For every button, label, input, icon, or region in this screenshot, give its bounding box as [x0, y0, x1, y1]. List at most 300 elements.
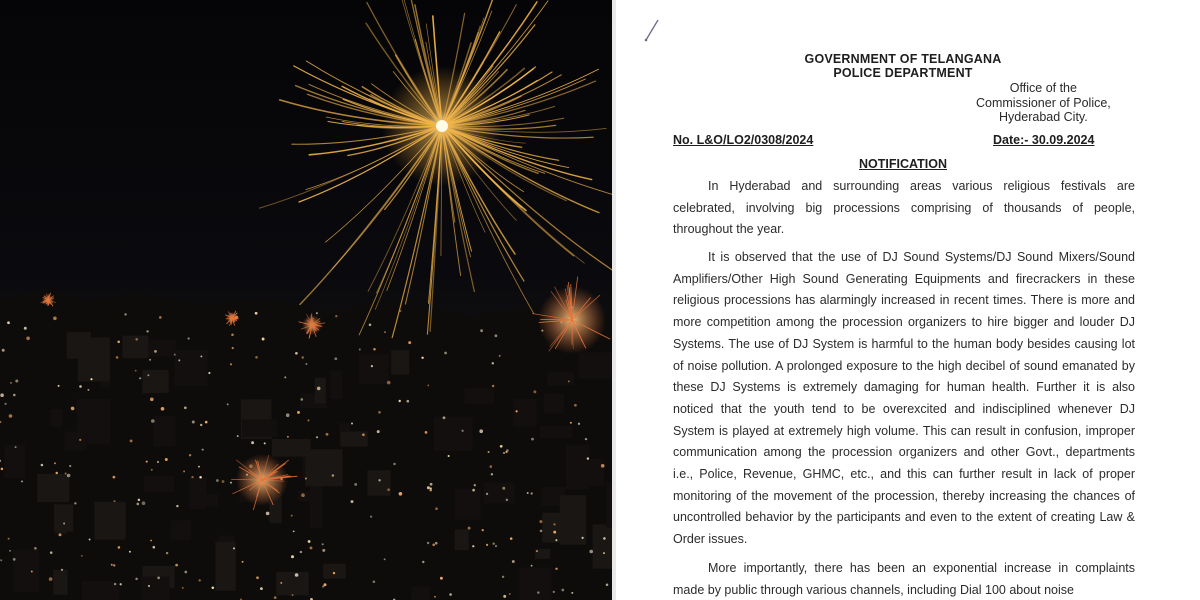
city-light: [479, 429, 483, 433]
building: [64, 431, 86, 450]
city-light: [255, 312, 258, 315]
city-light: [136, 503, 139, 506]
city-light: [200, 355, 202, 357]
city-light: [495, 334, 498, 337]
building: [82, 581, 114, 600]
building: [547, 372, 574, 385]
city-light: [377, 430, 380, 433]
city-light: [333, 572, 335, 574]
city-light: [432, 543, 435, 546]
city-light: [292, 594, 294, 596]
city-light: [399, 492, 403, 496]
city-light: [135, 338, 138, 341]
building: [331, 371, 343, 400]
city-light: [151, 469, 153, 471]
building: [359, 354, 389, 384]
city-light: [67, 474, 71, 478]
city-light: [280, 582, 282, 584]
city-light: [216, 479, 219, 482]
city-light: [266, 512, 270, 516]
city-light: [574, 404, 577, 407]
building: [464, 388, 494, 403]
city-light: [316, 312, 318, 314]
building: [566, 445, 590, 490]
city-light: [55, 472, 57, 474]
building: [78, 338, 110, 382]
city-light: [50, 551, 53, 554]
city-light: [63, 523, 65, 525]
building: [53, 570, 67, 595]
city-light: [222, 480, 225, 483]
city-light: [531, 438, 534, 441]
city-light: [488, 451, 490, 453]
department-header: POLICE DEPARTMENT: [833, 66, 973, 80]
city-light: [480, 329, 483, 332]
city-light: [146, 461, 148, 463]
city-light: [71, 407, 75, 411]
police-notification-document: [616, 0, 1200, 600]
city-light: [378, 411, 381, 414]
city-light: [421, 357, 423, 359]
building: [305, 449, 342, 486]
city-light: [468, 527, 471, 530]
city-light: [384, 558, 386, 560]
building: [153, 416, 175, 446]
city-light: [58, 385, 60, 387]
city-light: [21, 480, 23, 482]
building: [141, 577, 170, 600]
city-light: [335, 315, 337, 317]
city-light: [422, 561, 424, 563]
city-light: [118, 546, 121, 549]
city-light: [540, 530, 543, 533]
city-light: [191, 476, 193, 478]
city-light: [242, 561, 244, 563]
city-light: [505, 451, 507, 453]
city-light: [531, 565, 533, 567]
city-light: [10, 382, 12, 384]
city-light: [443, 416, 446, 419]
city-light: [31, 571, 33, 573]
city-light: [371, 365, 373, 367]
city-light: [537, 591, 539, 593]
city-light: [582, 537, 584, 539]
city-light: [182, 587, 184, 589]
city-light: [444, 352, 447, 355]
city-light: [139, 377, 141, 379]
city-light: [492, 542, 494, 544]
city-light: [502, 487, 505, 490]
city-skyline: [0, 290, 612, 600]
city-light: [571, 592, 573, 594]
building: [190, 494, 219, 507]
city-light: [301, 493, 305, 497]
city-light: [601, 464, 605, 468]
city-light: [516, 410, 518, 412]
city-light: [486, 544, 488, 546]
city-light: [284, 376, 286, 378]
city-light: [491, 473, 493, 475]
city-light: [49, 577, 53, 581]
building: [215, 542, 235, 591]
city-light: [233, 547, 235, 549]
city-light: [427, 384, 429, 386]
city-light: [153, 546, 156, 549]
building: [455, 489, 481, 520]
building: [51, 409, 63, 427]
city-light: [230, 363, 232, 365]
city-light: [440, 577, 443, 580]
city-light: [503, 452, 505, 454]
city-light: [351, 500, 354, 503]
office-line: Commissioner of Police,: [976, 95, 1111, 110]
building: [54, 504, 73, 531]
city-light: [291, 555, 294, 558]
city-light: [260, 587, 263, 590]
city-light: [527, 492, 529, 494]
notification-title: NOTIFICATION: [859, 157, 947, 171]
city-light: [334, 357, 337, 360]
building: [171, 520, 191, 539]
city-light: [295, 352, 298, 355]
building: [579, 352, 612, 379]
city-light: [26, 337, 30, 341]
city-light: [408, 341, 411, 344]
city-light: [489, 465, 492, 468]
city-light: [13, 558, 16, 561]
city-light: [359, 349, 361, 351]
city-light: [370, 515, 372, 517]
city-light: [510, 537, 513, 540]
city-light: [486, 493, 488, 495]
city-light: [305, 363, 307, 365]
city-light: [305, 477, 307, 479]
city-light: [146, 330, 148, 332]
city-light: [237, 435, 239, 437]
paragraph-3: More importantly, there has been an exponential increase in complaints made by public through various channels, including Dial 100 about noise: [673, 561, 1135, 597]
city-light: [448, 455, 450, 457]
city-light: [202, 449, 204, 451]
city-light: [149, 359, 151, 361]
city-light: [308, 540, 311, 543]
city-light: [435, 542, 438, 545]
city-light: [531, 492, 533, 494]
city-light: [208, 372, 210, 374]
city-light: [555, 539, 557, 541]
building: [95, 502, 126, 540]
city-light: [434, 596, 436, 598]
city-light: [157, 461, 159, 463]
building: [37, 474, 69, 502]
city-light: [1, 468, 4, 471]
city-light: [24, 327, 27, 330]
city-light: [176, 505, 178, 507]
city-light: [585, 438, 587, 440]
city-light: [130, 440, 133, 443]
city-light: [15, 446, 17, 448]
building: [272, 439, 311, 457]
city-light: [89, 539, 91, 541]
city-light: [7, 321, 10, 324]
city-light: [373, 580, 376, 583]
city-light: [300, 551, 302, 553]
building: [13, 549, 39, 592]
city-light: [166, 552, 168, 554]
city-light: [54, 462, 56, 464]
city-light: [427, 486, 430, 489]
office-line: Office of the: [1009, 81, 1077, 95]
city-light: [492, 385, 495, 388]
city-light: [570, 422, 572, 424]
city-light: [150, 540, 152, 542]
city-light: [503, 595, 506, 598]
city-light: [142, 501, 146, 505]
city-light: [553, 531, 556, 534]
city-light: [427, 542, 429, 544]
building: [544, 393, 564, 413]
city-light: [9, 414, 13, 418]
city-light: [148, 585, 150, 587]
city-light: [113, 564, 115, 566]
city-light: [326, 433, 329, 436]
city-light: [472, 489, 475, 492]
city-light: [34, 547, 37, 550]
city-light: [354, 483, 357, 486]
city-light: [189, 454, 191, 456]
city-light: [539, 520, 542, 523]
city-light: [151, 419, 155, 423]
city-light: [175, 564, 178, 567]
city-light: [147, 374, 149, 376]
city-light: [300, 398, 303, 401]
city-light: [65, 472, 67, 474]
city-light: [482, 529, 484, 531]
city-light: [184, 406, 187, 409]
city-light: [205, 421, 208, 424]
city-light: [227, 403, 229, 405]
city-light: [135, 578, 138, 581]
city-light: [324, 583, 327, 586]
city-light: [430, 487, 432, 489]
building: [593, 524, 612, 568]
city-light: [4, 403, 6, 405]
city-light: [200, 424, 202, 426]
city-light: [138, 499, 141, 502]
city-light: [8, 538, 10, 540]
city-light: [307, 419, 309, 421]
city-light: [124, 313, 126, 315]
city-light: [174, 354, 176, 356]
city-light: [113, 476, 116, 479]
building: [411, 586, 429, 600]
city-light: [231, 334, 234, 337]
building: [391, 350, 409, 374]
city-light: [262, 338, 265, 341]
city-light: [255, 356, 258, 359]
city-light: [150, 398, 154, 402]
city-light: [393, 463, 395, 465]
city-light: [198, 466, 200, 468]
city-light: [0, 393, 4, 397]
city-light: [603, 552, 605, 554]
city-light: [425, 431, 428, 434]
city-light: [553, 523, 555, 525]
city-light: [251, 441, 254, 444]
city-light: [399, 400, 401, 402]
city-light: [187, 337, 189, 339]
building: [174, 350, 207, 386]
building: [484, 482, 515, 503]
city-light: [449, 593, 452, 596]
city-light: [274, 596, 277, 599]
city-light: [373, 348, 376, 351]
city-light: [293, 530, 295, 532]
city-light: [553, 591, 555, 593]
city-light: [256, 576, 259, 579]
city-light: [387, 488, 390, 491]
city-light: [578, 423, 580, 425]
city-light: [81, 555, 83, 557]
building: [310, 483, 322, 528]
city-light: [369, 324, 372, 327]
city-light: [2, 349, 5, 352]
city-light: [606, 583, 609, 586]
city-light: [114, 583, 116, 585]
city-light: [568, 380, 570, 382]
city-light: [184, 571, 187, 574]
building: [142, 370, 168, 393]
city-light: [474, 484, 476, 486]
city-light: [492, 362, 494, 364]
office-address: [976, 81, 1111, 125]
city-light: [287, 436, 289, 438]
paragraph-2: It is observed that the use of DJ Sound Systems/DJ Sound Mixers/Sound Amplifiers/Other High Sound Generating Equipments and firecrackers in these religious processions has alarmingly increased in recent times. There is more and more competition among the procession organizers to hire bigger and louder DJ Systems. The use of DJ System is harmful to the human body besides causing lot of noise pollution. A prolonged exposure to the high decibel of sound emanated by these DJ Systems is extremely damaging for human health. Further it is also noticed that the youth tend to be overexcited and indisciplined whenever DJ System is played at extremely high volume. This can result in confusion, improper communication among the procession organizers and other Govt., departments i.e., Police, Revenue, GHMC, etc., and this can further result in lack of proper monitoring of the movement of the procession, thereby increasing the chances of uncontrolled behavior by the participants and even to the extent of creating Law & Order issues.: [673, 250, 1135, 547]
city-light: [111, 564, 113, 566]
city-light: [509, 593, 511, 595]
city-light: [472, 545, 474, 547]
building: [367, 470, 390, 495]
building: [242, 420, 277, 437]
building: [4, 445, 25, 478]
city-light: [74, 502, 76, 504]
city-light: [230, 482, 232, 484]
city-light: [59, 533, 62, 536]
city-light: [264, 442, 266, 444]
city-light: [502, 576, 504, 578]
city-light: [157, 577, 160, 580]
city-light: [87, 389, 89, 391]
city-light: [362, 433, 365, 436]
city-light: [192, 421, 195, 424]
building: [519, 568, 552, 600]
city-light: [120, 583, 122, 585]
government-header: GOVERNMENT OF TELANGANA: [804, 52, 1002, 66]
city-light: [561, 589, 564, 592]
city-light: [406, 400, 409, 403]
city-light: [317, 387, 321, 391]
city-light: [555, 568, 557, 570]
building: [513, 399, 537, 427]
city-light: [461, 430, 463, 432]
city-light: [199, 579, 201, 581]
building: [144, 476, 174, 492]
building: [540, 426, 572, 438]
city-light: [378, 479, 380, 481]
city-light: [310, 546, 313, 549]
city-light: [589, 550, 593, 554]
city-light: [603, 537, 606, 540]
city-light: [512, 560, 515, 563]
building: [315, 378, 326, 404]
city-light: [90, 378, 92, 380]
city-light: [165, 458, 168, 461]
city-light: [499, 355, 501, 357]
city-light: [9, 550, 11, 552]
city-light: [113, 500, 115, 502]
city-light: [384, 331, 386, 333]
city-light: [587, 457, 589, 459]
city-light: [286, 413, 290, 417]
city-light: [183, 470, 185, 472]
city-light: [159, 316, 162, 319]
city-light: [430, 483, 433, 486]
city-light: [500, 445, 503, 448]
building: [455, 529, 469, 550]
city-light: [129, 551, 131, 553]
city-light: [117, 341, 120, 344]
city-light: [495, 545, 497, 547]
city-light: [135, 370, 137, 372]
city-light: [53, 317, 57, 321]
city-light: [41, 464, 44, 467]
city-light: [232, 347, 234, 349]
city-light: [387, 381, 391, 385]
city-light: [161, 407, 165, 411]
pen-mark-icon: [642, 18, 662, 44]
city-light: [322, 549, 325, 552]
reference-number: No. L&O/LO2/0308/2024: [673, 133, 814, 147]
office-line: Hyderabad City.: [999, 110, 1088, 125]
city-light: [79, 385, 82, 388]
city-light: [212, 586, 215, 589]
city-light: [435, 507, 438, 510]
city-light: [322, 543, 324, 545]
city-light: [351, 422, 353, 424]
city-light: [295, 573, 299, 577]
city-light: [536, 550, 538, 552]
city-light: [0, 559, 2, 561]
city-light: [61, 569, 63, 571]
city-light: [199, 476, 202, 479]
building: [323, 564, 346, 579]
city-light: [291, 515, 293, 517]
city-light: [332, 474, 335, 477]
city-light: [301, 356, 303, 358]
city-light: [506, 499, 509, 502]
city-light: [297, 411, 300, 414]
building: [123, 336, 149, 359]
city-light: [15, 380, 18, 383]
firework-burst: [259, 0, 612, 338]
city-light: [116, 356, 119, 359]
city-light: [316, 436, 318, 438]
city-light: [533, 390, 536, 393]
notification-date: Date:- 30.09.2024: [993, 133, 1095, 147]
building: [434, 417, 473, 451]
city-light: [178, 359, 180, 361]
paragraph-1: In Hyderabad and surrounding areas various religious festivals are celebrated, involving big processions comprising of thousands of people, throughout the year.: [673, 179, 1135, 237]
city-light: [154, 350, 157, 353]
